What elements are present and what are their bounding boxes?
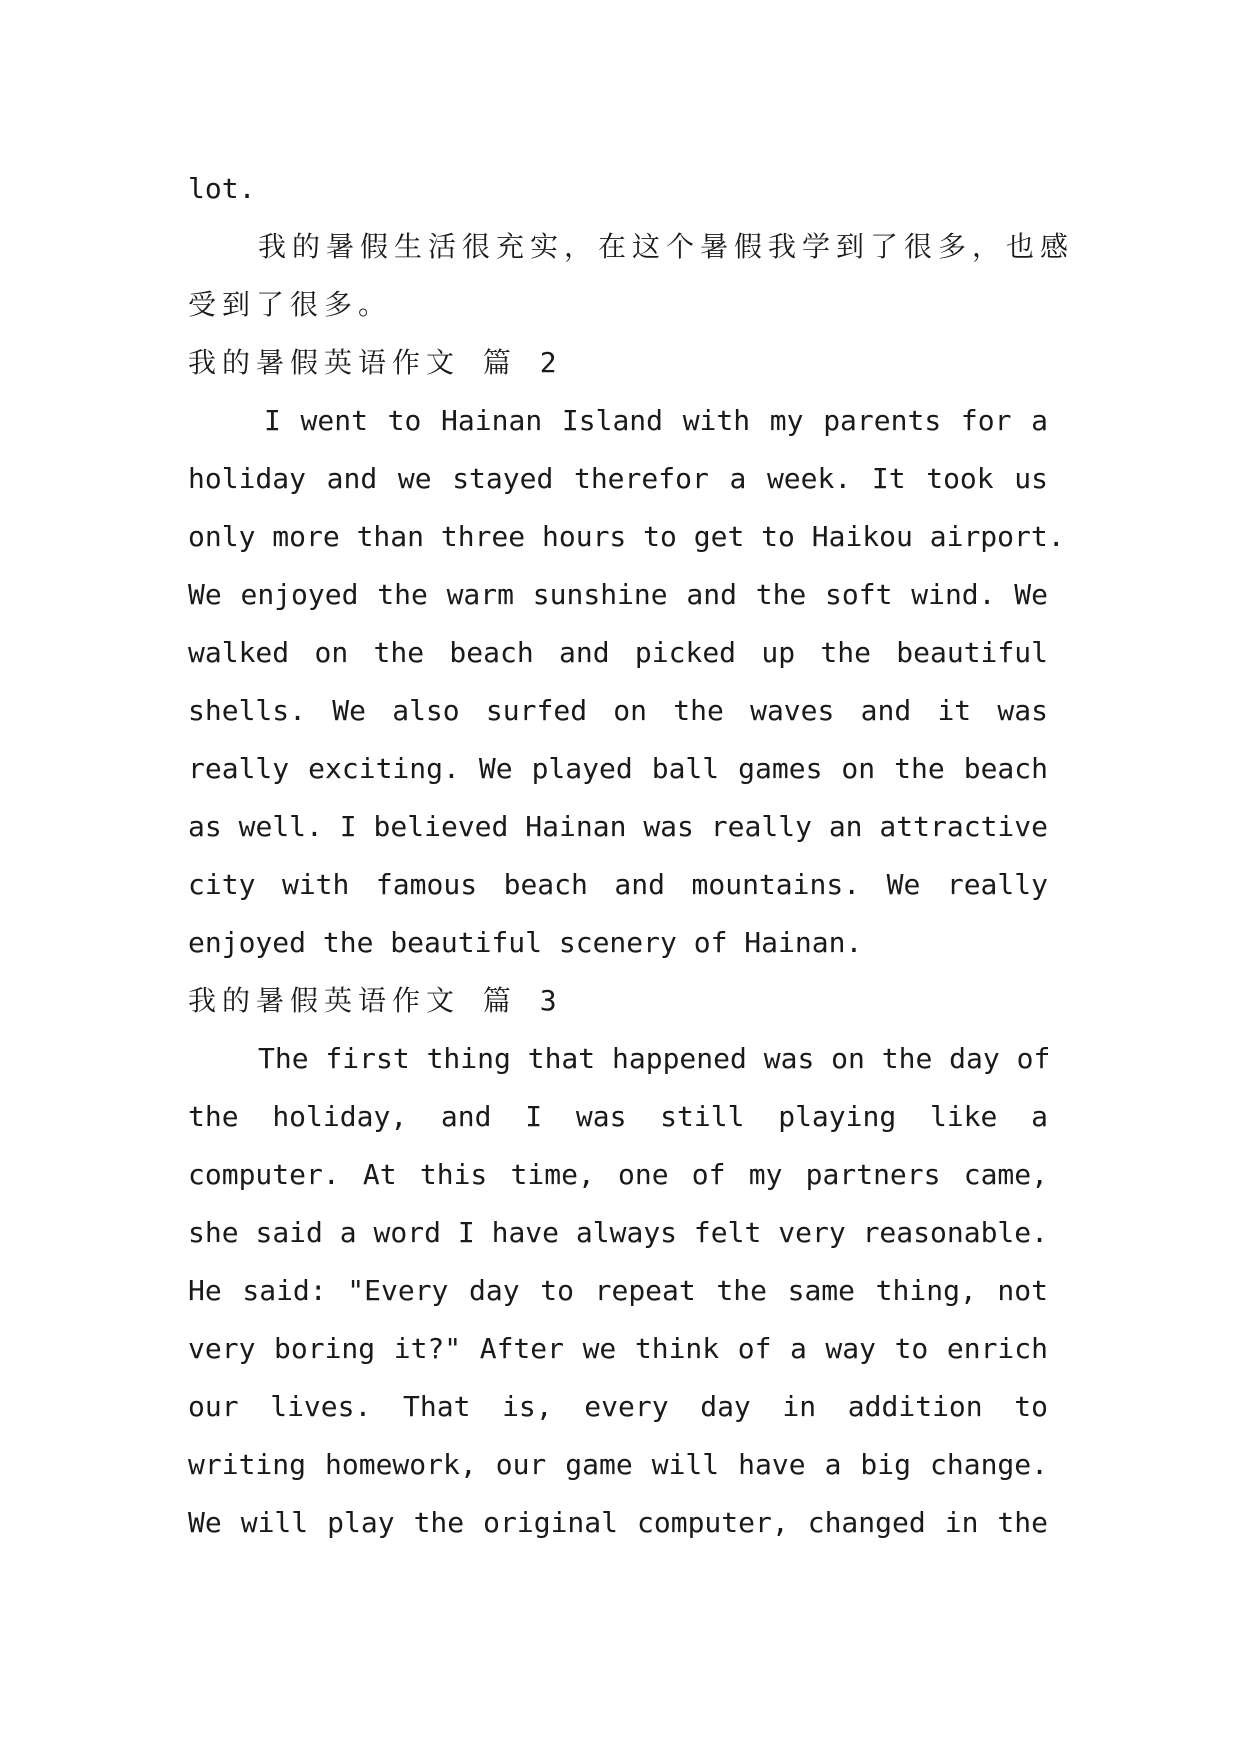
essay2-line-2: holiday and we stayed therefor a week. It took us xyxy=(188,462,1048,495)
essay2-line-6: shells. We also surfed on the waves and it was xyxy=(188,694,1048,727)
document-page xyxy=(188,160,1075,1552)
essay2-line-10: enjoyed the beautiful scenery of Hainan. xyxy=(188,926,863,959)
essay1-line-3: 受到了很多。 xyxy=(188,288,393,321)
essay2-line-4: We enjoyed the warm sunshine and the soft wind. We xyxy=(188,578,1048,611)
essay3-line-3: computer. At this time, one of my partners came, xyxy=(188,1158,1048,1191)
essay2-line-3: only more than three hours to get to Haikou airport. xyxy=(188,520,1065,553)
essay3-line-4: she said a word I have always felt very reasonable. xyxy=(188,1216,1048,1249)
essay2-line-7: really exciting. We played ball games on the beach xyxy=(188,752,1048,785)
essay2-line-8: as well. I believed Hainan was really an attractive xyxy=(188,810,1048,843)
essay1-line-2: 我的暑假生活很充实，在这个暑假我学到了很多，也感 xyxy=(258,230,1075,263)
essay2-line-9: city with famous beach and mountains. We really xyxy=(188,868,1048,901)
essay3-line-9: We will play the original computer, changed in the xyxy=(188,1506,1048,1539)
essay1-line-1: lot. xyxy=(188,172,256,205)
essay2-line-5: walked on the beach and picked up the beautiful xyxy=(188,636,1048,669)
essay3-heading: 我的暑假英语作文 篇 3 xyxy=(188,984,563,1017)
essay3-line-8: writing homework, our game will have a big change. xyxy=(188,1448,1048,1481)
essay3-line-7: our lives. That is, every day in addition to xyxy=(188,1390,1048,1423)
essay3-line-5: He said: "Every day to repeat the same thing, not xyxy=(188,1274,1048,1307)
essay3-line-1: The first thing that happened was on the day of xyxy=(258,1042,1051,1075)
essay3-line-2: the holiday, and I was still playing like a xyxy=(188,1100,1048,1133)
essay2-heading: 我的暑假英语作文 篇 2 xyxy=(188,346,563,379)
essay2-line-1: I went to Hainan Island with my parents for a xyxy=(264,404,1048,437)
essay3-line-6: very boring it?" After we think of a way to enrich xyxy=(188,1332,1048,1365)
